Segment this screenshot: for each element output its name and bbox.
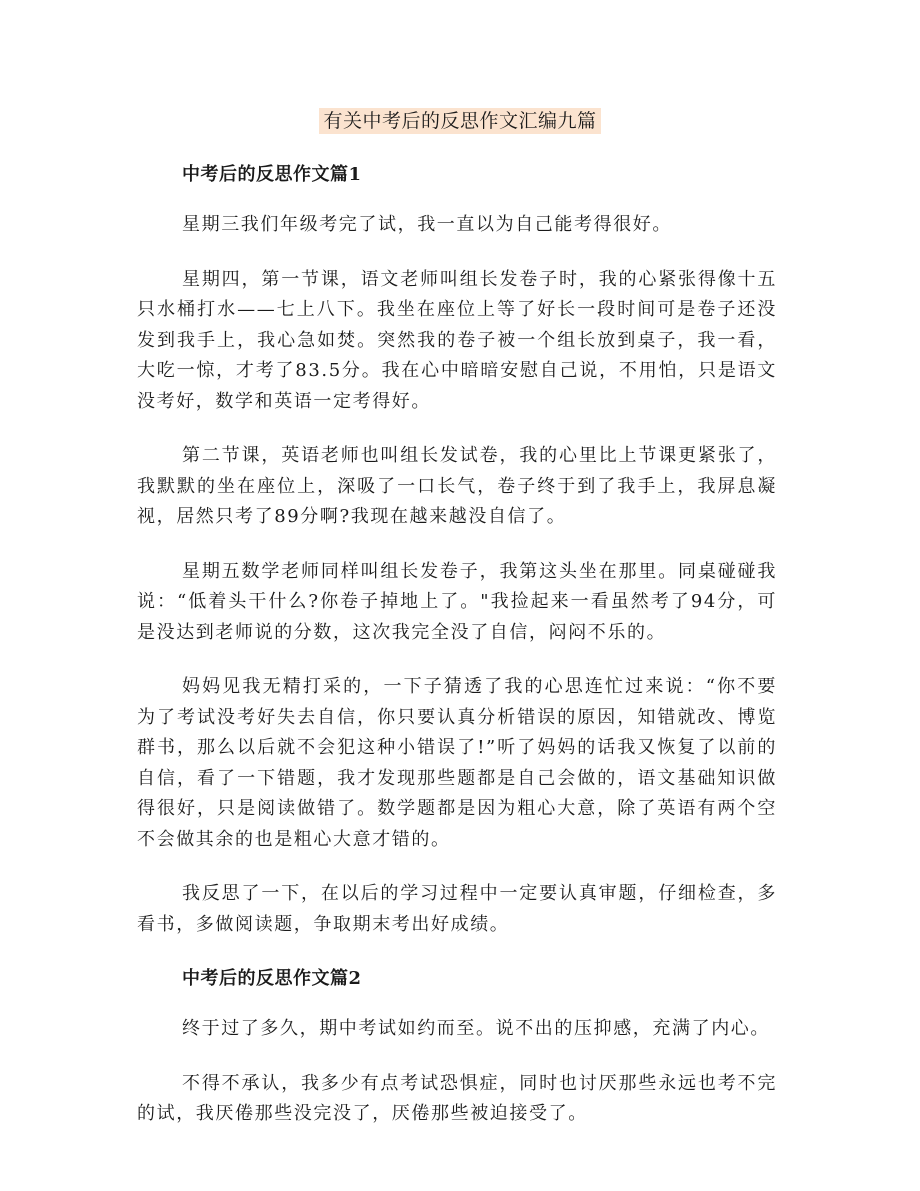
paragraph: 星期四，第一节课，语文老师叫组长发卷子时，我的心紧张得像十五只水桶打水——七上八下。我坐在座位上等了好长一段时间可是卷子还没发到我手上，我心急如焚。突然我的卷子被一个组长放到桌子，我一看，大吃一惊，才考了83.5分。我在心中暗暗安慰自己说，不用怕，只是语文没考好，数学和英语一定考得好。: [137, 268, 777, 412]
paragraph: 不得不承认，我多少有点考试恐惧症，同时也讨厌那些永远也考不完的试，我厌倦那些没完没了，厌倦那些被迫接受了。: [137, 1072, 777, 1124]
section-heading: 中考后的反思作文篇1: [182, 164, 362, 185]
section-heading: 中考后的反思作文篇2: [182, 968, 362, 989]
section-2: [137, 964, 777, 1130]
paragraph: 星期三我们年级考完了试，我一直以为自己能考得很好。: [182, 214, 672, 235]
document-title: [0, 106, 920, 136]
document-body: [137, 150, 777, 1154]
section-1: [137, 160, 777, 940]
paragraph: 妈妈见我无精打采的，一下子猜透了我的心思连忙过来说：“你不要为了考试没考好失去自信，你只要认真分析错误的原因，知错就改、博览群书，那么以后就不会犯这种小错误了!”听了妈妈的话我又恢复了以前的自信，看了一下错题，我才发现那些题都是自己会做的，语文基础知识做得很好，只是阅读做错了。数学题都是因为粗心大意，除了英语有两个空不会做其余的也是粗心大意才错的。: [137, 676, 777, 850]
document-title-text: 有关中考后的反思作文汇编九篇: [319, 108, 600, 134]
paragraph: 我反思了一下，在以后的学习过程中一定要认真审题，仔细检查，多看书，多做阅读题，争取期末考出好成绩。: [137, 883, 777, 935]
paragraph: 星期五数学老师同样叫组长发卷子，我第这头坐在那里。同桌碰碰我说：“低着头干什么?你卷子掉地上了。"我捡起来一看虽然考了94分，可是没达到老师说的分数，这次我完全没了自信，闷闷不乐的。: [137, 560, 777, 643]
paragraph: 第二节课，英语老师也叫组长发试卷，我的心里比上节课更紧张了，我默默的坐在座位上，深吸了一口长气，卷子终于到了我手上，我屏息凝视，居然只考了89分啊?我现在越来越没自信了。: [137, 445, 777, 527]
paragraph: 终于过了多久，期中考试如约而至。说不出的压抑感，充满了内心。: [182, 1018, 770, 1039]
